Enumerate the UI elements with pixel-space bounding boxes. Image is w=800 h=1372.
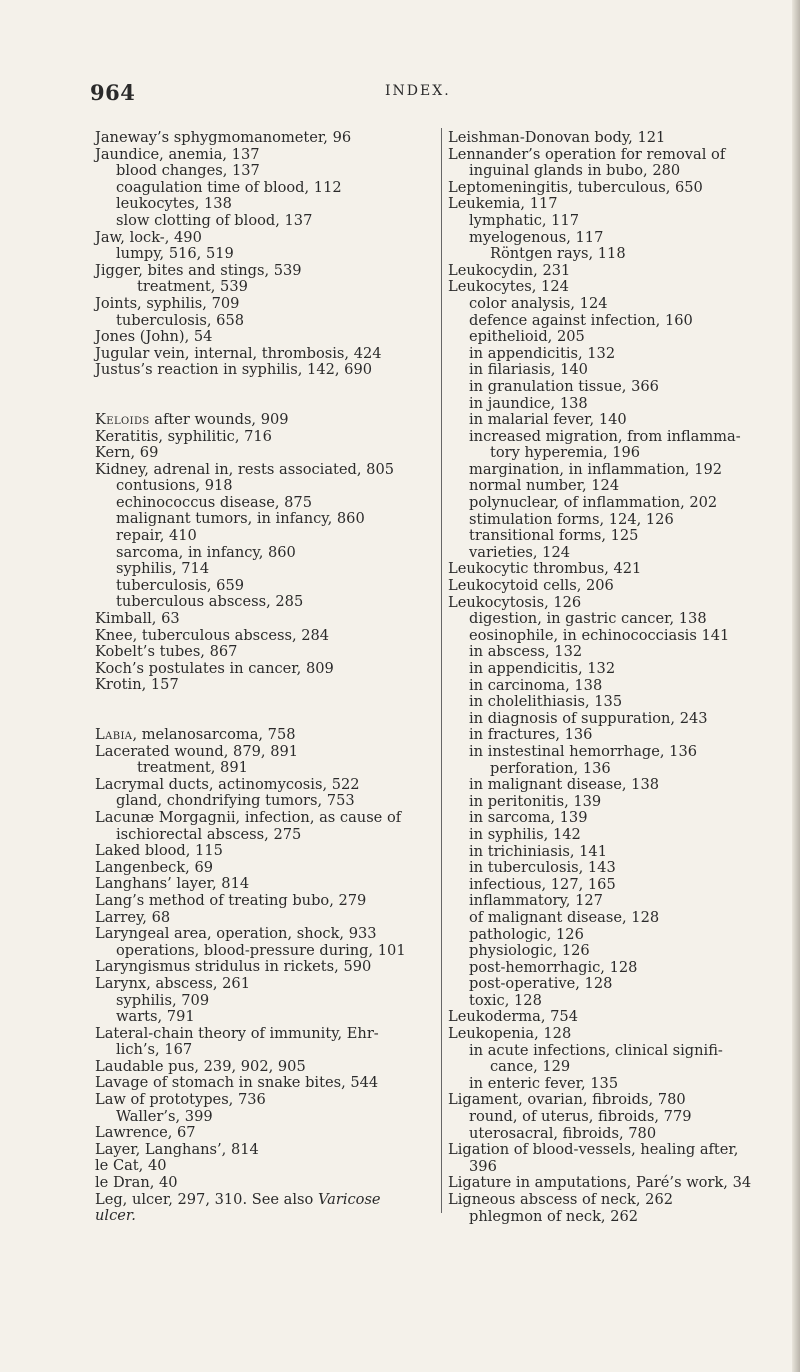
- entry-text: treatment, 539: [137, 278, 248, 296]
- entry-text: Leukopenia, 128: [448, 1025, 572, 1043]
- entry-text: phlegmon of neck, 262: [469, 1207, 639, 1225]
- index-entry: [448, 180, 778, 197]
- entry-text: Leukocytes, 124: [448, 278, 569, 296]
- index-entry: [95, 644, 435, 661]
- entry-text: in peritonitis, 139: [469, 792, 602, 810]
- index-subentry: [448, 429, 778, 446]
- index-subentry: [448, 993, 778, 1010]
- entry-text: Leukocytic thrombus, 421: [448, 560, 642, 578]
- entry-text: Larrey, 68: [95, 908, 171, 926]
- index-subentry: [448, 1159, 778, 1176]
- index-entry: [448, 1175, 778, 1192]
- entry-text: in syphilis, 142: [469, 825, 581, 843]
- entry-text: Waller’s, 399: [116, 1107, 213, 1125]
- entry-text: in diagnosis of suppuration, 243: [469, 709, 708, 727]
- index-subentry: [448, 213, 778, 230]
- index-entry: [95, 810, 435, 827]
- index-subentry: [448, 727, 778, 744]
- entry-text: eosinophile, in echinococciasis 141: [469, 626, 730, 644]
- entry-text: varieties, 124: [469, 543, 571, 561]
- entry-text: in abscess, 132: [469, 643, 583, 661]
- index-subentry: [448, 478, 778, 495]
- index-entry: [448, 578, 778, 595]
- index-subentry: [448, 230, 778, 247]
- entry-text: in malarial fever, 140: [469, 411, 627, 429]
- index-subentry: [95, 196, 435, 213]
- index-subentry: [448, 810, 778, 827]
- entry-text: malignant tumors, in infancy, 860: [116, 510, 365, 528]
- entry-text: Ligature in amputations, Paré’s work, 34: [448, 1174, 752, 1192]
- entry-text: Law of prototypes, 736: [95, 1091, 266, 1109]
- entry-text: Röntgen rays, 118: [490, 245, 626, 263]
- index-entry: [95, 362, 435, 379]
- index-entry: [95, 445, 435, 462]
- index-subentry: [448, 1126, 778, 1143]
- entry-text: Laryngismus stridulus in rickets, 590: [95, 958, 372, 976]
- entry-text: Langhans’ layer, 814: [95, 875, 250, 893]
- entry-text: tuberculosis, 658: [116, 311, 245, 329]
- entry-text: post-hemorrhagic, 128: [469, 958, 638, 976]
- section-gap: [95, 379, 435, 412]
- entry-text: in acute infections, clinical signifi-: [469, 1041, 723, 1059]
- index-subentry: [448, 628, 778, 645]
- index-subentry: [448, 877, 778, 894]
- index-subentry: [448, 827, 778, 844]
- index-entry: [95, 777, 435, 794]
- entry-text: Leukocydin, 231: [448, 261, 571, 279]
- entry-text: Kidney, adrenal in, rests associated, 805: [95, 460, 395, 478]
- entry-text: Joints, syphilis, 709: [95, 294, 240, 312]
- index-subentry: [448, 512, 778, 529]
- entry-text: epithelioid, 205: [469, 328, 585, 346]
- entry-text: in cholelithiasis, 135: [469, 693, 623, 711]
- index-subentry: [448, 1076, 778, 1093]
- entry-text: sarcoma, in infancy, 860: [116, 543, 296, 561]
- index-subentry: [448, 545, 778, 562]
- index-subentry: [95, 578, 435, 595]
- index-entry: [95, 628, 435, 645]
- index-subentry: [95, 511, 435, 528]
- entry-text: Krotin, 157: [95, 676, 179, 694]
- index-entry: [95, 1075, 435, 1092]
- index-entry: [95, 329, 435, 346]
- index-entry: [95, 296, 435, 313]
- entry-text: Ligament, ovarian, fibroids, 780: [448, 1091, 686, 1109]
- entry-text: Kimball, 63: [95, 610, 180, 628]
- index-subentry: [448, 711, 778, 728]
- index-subentry: [95, 1109, 435, 1126]
- index-entry: [95, 130, 435, 147]
- entry-text: in sarcoma, 139: [469, 809, 588, 827]
- entry-text: Laryngeal area, operation, shock, 933: [95, 925, 377, 943]
- entry-text: in fractures, 136: [469, 726, 593, 744]
- entry-text: polynuclear, of inflammation, 202: [469, 494, 718, 512]
- index-entry: [448, 1009, 778, 1026]
- index-entry: [95, 661, 435, 678]
- entry-text: Leishman-Donovan body, 121: [448, 129, 666, 146]
- entry-text: gland, chondrifying tumors, 753: [116, 792, 355, 810]
- entry-text: slow clotting of blood, 137: [116, 211, 313, 229]
- index-subentry: [448, 976, 778, 993]
- entry-text: Lacerated wound, 879, 891: [95, 742, 299, 760]
- index-entry: [95, 1208, 435, 1225]
- column-divider: [441, 128, 442, 1213]
- index-subentry: [448, 246, 778, 263]
- entry-text: Larynx, abscess, 261: [95, 974, 250, 992]
- entry-text: Leukoderma, 754: [448, 1008, 578, 1026]
- entry-text: increased migration, from inflamma-: [469, 427, 741, 445]
- index-entry: [95, 926, 435, 943]
- entry-text: le Cat, 40: [95, 1157, 167, 1175]
- entry-text: in carcinoma, 138: [469, 676, 603, 694]
- cross-reference: Varicose: [317, 1190, 381, 1208]
- entry-text: defence against infection, 160: [469, 311, 693, 329]
- index-subentry: [95, 163, 435, 180]
- entry-text: lumpy, 516, 519: [116, 245, 234, 263]
- index-subentry: [448, 694, 778, 711]
- index-entry: [95, 1175, 435, 1192]
- entry-text: Jugular vein, internal, thrombosis, 424: [95, 344, 382, 362]
- index-entry: [95, 1192, 435, 1209]
- entry-text: Janeway’s sphygmomanometer, 96: [95, 129, 352, 146]
- index-entry: [95, 1092, 435, 1109]
- entry-text: stimulation forms, 124, 126: [469, 510, 674, 528]
- index-entry: [95, 462, 435, 479]
- index-subentry: [448, 893, 778, 910]
- index-subentry: [448, 661, 778, 678]
- index-entry: [95, 976, 435, 993]
- entry-text: myelogenous, 117: [469, 228, 604, 246]
- entry-text: blood changes, 137: [116, 162, 260, 180]
- entry-text: color analysis, 124: [469, 294, 608, 312]
- entry-text: after wounds, 909: [149, 410, 289, 428]
- index-subentry: [95, 760, 435, 777]
- index-subentry: [95, 561, 435, 578]
- section-gap: [95, 694, 435, 727]
- entry-text: Laudable pus, 239, 902, 905: [95, 1057, 306, 1075]
- index-entry: [95, 727, 435, 744]
- entry-text: margination, in inflammation, 192: [469, 460, 723, 478]
- index-entry: [95, 860, 435, 877]
- entry-text: le Dran, 40: [95, 1174, 178, 1192]
- section-lead-word: Labia: [95, 726, 133, 743]
- entry-text: Kern, 69: [95, 444, 159, 462]
- entry-text: ischiorectal abscess, 275: [116, 825, 302, 843]
- index-subentry: [95, 793, 435, 810]
- index-subentry: [448, 346, 778, 363]
- index-subentry: [448, 313, 778, 330]
- index-subentry: [448, 1059, 778, 1076]
- entry-text: in filariasis, 140: [469, 361, 588, 379]
- index-subentry: [448, 794, 778, 811]
- entry-text: coagulation time of blood, 112: [116, 178, 342, 196]
- entry-text: inguinal glands in bubo, 280: [469, 162, 681, 180]
- index-subentry: [448, 860, 778, 877]
- index-entry: [448, 1142, 778, 1159]
- index-subentry: [448, 163, 778, 180]
- entry-text: Keratitis, syphilitic, 716: [95, 427, 272, 445]
- entry-text: Leg, ulcer, 297, 310. See also: [95, 1190, 318, 1208]
- entry-text: , melanosarcoma, 758: [132, 726, 296, 743]
- index-entry: [95, 429, 435, 446]
- index-entry: [448, 1092, 778, 1109]
- index-subentry: [448, 462, 778, 479]
- entry-text: Langenbeck, 69: [95, 858, 214, 876]
- index-entry: [95, 959, 435, 976]
- entry-text: Ligation of blood-vessels, healing after,: [448, 1141, 739, 1159]
- entry-text: repair, 410: [116, 527, 197, 545]
- index-entry: [448, 595, 778, 612]
- entry-text: round, of uterus, fibroids, 779: [469, 1108, 692, 1126]
- index-entry: [95, 412, 435, 429]
- entry-text: tuberculosis, 659: [116, 576, 245, 594]
- index-entry: [448, 1026, 778, 1043]
- index-subentry: [448, 379, 778, 396]
- entry-text: physiologic, 126: [469, 942, 590, 960]
- entry-text: Jigger, bites and stings, 539: [95, 261, 302, 279]
- index-column-left: [95, 130, 435, 1225]
- index-subentry: [448, 412, 778, 429]
- index-subentry: [448, 943, 778, 960]
- entry-text: Lacrymal ducts, actinomycosis, 522: [95, 775, 360, 793]
- index-subentry: [448, 1209, 778, 1226]
- entry-text: Leukocytoid cells, 206: [448, 577, 614, 595]
- entry-text: Lacunæ Morgagnii, infection, as cause of: [95, 808, 402, 826]
- index-entry: [95, 1158, 435, 1175]
- index-entry: [95, 1142, 435, 1159]
- index-subentry: [448, 777, 778, 794]
- entry-text: Lang’s method of treating bubo, 279: [95, 891, 367, 909]
- index-entry: [95, 1125, 435, 1142]
- entry-text: in granulation tissue, 366: [469, 377, 659, 395]
- entry-text: post-operative, 128: [469, 975, 613, 993]
- index-subentry: [95, 246, 435, 263]
- entry-text: Ligneous abscess of neck, 262: [448, 1191, 674, 1208]
- index-subentry: [95, 993, 435, 1010]
- entry-text: treatment, 891: [137, 759, 248, 777]
- entry-text: toxic, 128: [469, 991, 542, 1009]
- entry-text: warts, 791: [116, 1008, 195, 1026]
- index-subentry: [448, 396, 778, 413]
- index-subentry: [95, 495, 435, 512]
- entry-text: perforation, 136: [490, 759, 611, 777]
- index-entry: [448, 130, 778, 147]
- entry-text: Lawrence, 67: [95, 1124, 196, 1142]
- cross-reference: ulcer.: [95, 1207, 136, 1225]
- entry-text: of malignant disease, 128: [469, 908, 660, 926]
- entry-text: uterosacral, fibroids, 780: [469, 1124, 657, 1142]
- index-subentry: [448, 528, 778, 545]
- index-subentry: [448, 910, 778, 927]
- index-subentry: [448, 1109, 778, 1126]
- index-subentry: [448, 445, 778, 462]
- entry-text: syphilis, 709: [116, 991, 210, 1009]
- entry-text: in appendicitis, 132: [469, 660, 616, 677]
- entry-text: in instestinal hemorrhage, 136: [469, 742, 698, 760]
- entry-text: pathologic, 126: [469, 925, 584, 943]
- index-entry: [95, 147, 435, 164]
- index-entry: [95, 893, 435, 910]
- entry-text: syphilis, 714: [116, 560, 210, 578]
- entry-text: in jaundice, 138: [469, 394, 588, 412]
- index-subentry: [448, 296, 778, 313]
- index-subentry: [448, 960, 778, 977]
- index-subentry: [448, 678, 778, 695]
- page-edge: [792, 0, 800, 1372]
- index-subentry: [95, 545, 435, 562]
- index-subentry: [448, 927, 778, 944]
- entry-text: tory hyperemia, 196: [490, 444, 641, 462]
- index-subentry: [95, 313, 435, 330]
- entry-text: normal number, 124: [469, 477, 620, 495]
- entry-text: transitional forms, 125: [469, 527, 639, 545]
- entry-text: Justus’s reaction in syphilis, 142, 690: [95, 361, 373, 379]
- entry-text: Jaw, lock-, 490: [95, 228, 202, 246]
- entry-text: Laked blood, 115: [95, 842, 223, 860]
- index-subentry: [95, 594, 435, 611]
- index-subentry: [95, 213, 435, 230]
- index-entry: [95, 346, 435, 363]
- index-entry: [448, 263, 778, 280]
- entry-text: tuberculous abscess, 285: [116, 593, 304, 611]
- entry-text: Kobelt’s tubes, 867: [95, 643, 238, 661]
- index-entry: [95, 744, 435, 761]
- index-subentry: [95, 827, 435, 844]
- entry-text: 396: [469, 1157, 497, 1175]
- page-number: 964: [90, 80, 136, 105]
- entry-text: inflammatory, 127: [469, 892, 603, 910]
- index-entry: [95, 230, 435, 247]
- entry-text: infectious, 127, 165: [469, 875, 616, 893]
- entry-text: in tuberculosis, 143: [469, 859, 616, 877]
- index-subentry: [448, 844, 778, 861]
- index-entry: [448, 279, 778, 296]
- index-entry: [448, 196, 778, 213]
- entry-text: Lateral-chain theory of immunity, Ehr-: [95, 1024, 379, 1042]
- index-subentry: [448, 644, 778, 661]
- index-subentry: [448, 362, 778, 379]
- index-subentry: [95, 279, 435, 296]
- index-subentry: [95, 528, 435, 545]
- entry-text: operations, blood-pressure during, 101: [116, 941, 406, 959]
- entry-text: digestion, in gastric cancer, 138: [469, 610, 707, 628]
- index-subentry: [95, 1009, 435, 1026]
- entry-text: Leptomeningitis, tuberculous, 650: [448, 178, 703, 196]
- index-subentry: [448, 761, 778, 778]
- entry-text: leukocytes, 138: [116, 195, 232, 213]
- entry-text: cance, 129: [490, 1058, 571, 1076]
- entry-text: Lavage of stomach in snake bites, 544: [95, 1074, 379, 1092]
- entry-text: in malignant disease, 138: [469, 776, 660, 794]
- entry-text: Jones (John), 54: [95, 328, 213, 346]
- index-entry: [95, 910, 435, 927]
- entry-text: lymphatic, 117: [469, 211, 580, 229]
- entry-text: Layer, Langhans’, 814: [95, 1140, 259, 1158]
- entry-text: echinococcus disease, 875: [116, 493, 312, 511]
- index-subentry: [448, 329, 778, 346]
- index-entry: [95, 876, 435, 893]
- index-entry: [95, 677, 435, 694]
- index-entry: [448, 147, 778, 164]
- index-entry: [448, 1192, 778, 1209]
- entry-text: Leukemia, 117: [448, 195, 558, 213]
- index-subentry: [448, 611, 778, 628]
- index-subentry: [448, 744, 778, 761]
- index-entry: [95, 611, 435, 628]
- entry-text: Leukocytosis, 126: [448, 593, 582, 611]
- index-entry: [95, 843, 435, 860]
- running-head: INDEX.: [385, 83, 451, 99]
- entry-text: contusions, 918: [116, 477, 233, 495]
- section-lead-word: Keloids: [95, 410, 150, 428]
- entry-text: Jaundice, anemia, 137: [95, 145, 260, 163]
- entry-text: lich’s, 167: [116, 1041, 193, 1059]
- entry-text: in enteric fever, 135: [469, 1074, 619, 1092]
- index-subentry: [95, 943, 435, 960]
- entry-text: in trichiniasis, 141: [469, 842, 607, 860]
- index-column-right: [448, 130, 778, 1225]
- entry-text: Koch’s postulates in cancer, 809: [95, 659, 334, 677]
- index-subentry: [95, 478, 435, 495]
- index-entry: [95, 263, 435, 280]
- entry-text: Knee, tuberculous abscess, 284: [95, 626, 330, 644]
- index-subentry: [448, 495, 778, 512]
- index-entry: [95, 1026, 435, 1043]
- index-entry: [95, 1059, 435, 1076]
- entry-text: Lennander’s operation for removal of: [448, 145, 726, 163]
- entry-text: in appendicitis, 132: [469, 344, 616, 362]
- index-subentry: [448, 1043, 778, 1060]
- index-subentry: [95, 180, 435, 197]
- index-subentry: [95, 1042, 435, 1059]
- index-entry: [448, 561, 778, 578]
